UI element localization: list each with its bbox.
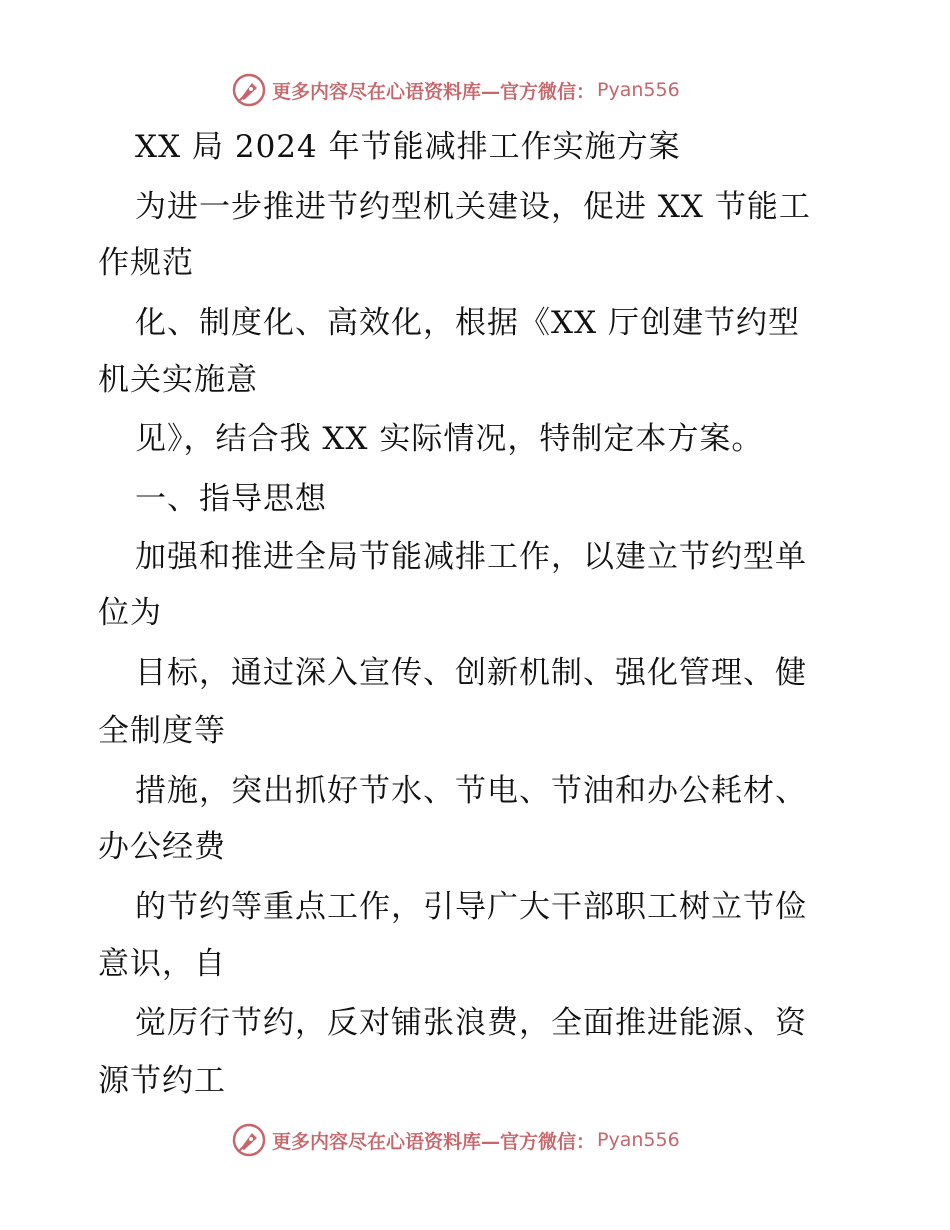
paragraph-line: 为进一步推进节约型机关建设，促进 XX 节能工 xyxy=(135,189,811,225)
watermark-wechat-id: Pyan556 xyxy=(597,1129,680,1151)
paragraph-line: 机关实施意 xyxy=(98,362,258,398)
paragraph-line: 源节约工 xyxy=(98,1063,226,1099)
watermark-text: 更多内容尽在心语资料库—官方微信： xyxy=(272,80,596,103)
paragraph-line: 加强和推进全局节能减排工作，以建立节约型单 xyxy=(135,539,807,575)
header-watermark xyxy=(232,72,680,108)
paragraph-line: 觉厉行节约，反对铺张浪费，全面推进能源、资 xyxy=(135,1005,807,1041)
watermark-wechat-id: Pyan556 xyxy=(597,79,680,101)
paragraph-line: 化、制度化、高效化，根据《XX 厅创建节约型 xyxy=(135,305,800,341)
footer-watermark xyxy=(232,1122,680,1158)
paragraph-line: 见》，结合我 XX 实际情况，特制定本方案。 xyxy=(135,421,764,457)
paragraph-line: 位为 xyxy=(98,595,162,631)
pen-nib-logo-icon xyxy=(232,73,266,107)
watermark-text: 更多内容尽在心语资料库—官方微信： xyxy=(272,1130,596,1153)
paragraph-line: 全制度等 xyxy=(98,713,226,749)
section-heading: 一、指导思想 xyxy=(135,481,327,517)
paragraph-line: 作规范 xyxy=(98,245,194,281)
paragraph-line: 的节约等重点工作，引导广大干部职工树立节俭 xyxy=(135,889,807,925)
pen-nib-logo-icon xyxy=(232,1123,266,1157)
paragraph-line: 措施，突出抓好节水、节电、节油和办公耗材、 xyxy=(135,773,807,809)
document-title: XX 局 2024 年节能减排工作实施方案 xyxy=(135,129,681,165)
paragraph-line: 办公经费 xyxy=(98,829,226,865)
paragraph-line: 目标，通过深入宣传、创新机制、强化管理、健 xyxy=(135,655,807,691)
paragraph-line: 意识，自 xyxy=(98,946,226,982)
